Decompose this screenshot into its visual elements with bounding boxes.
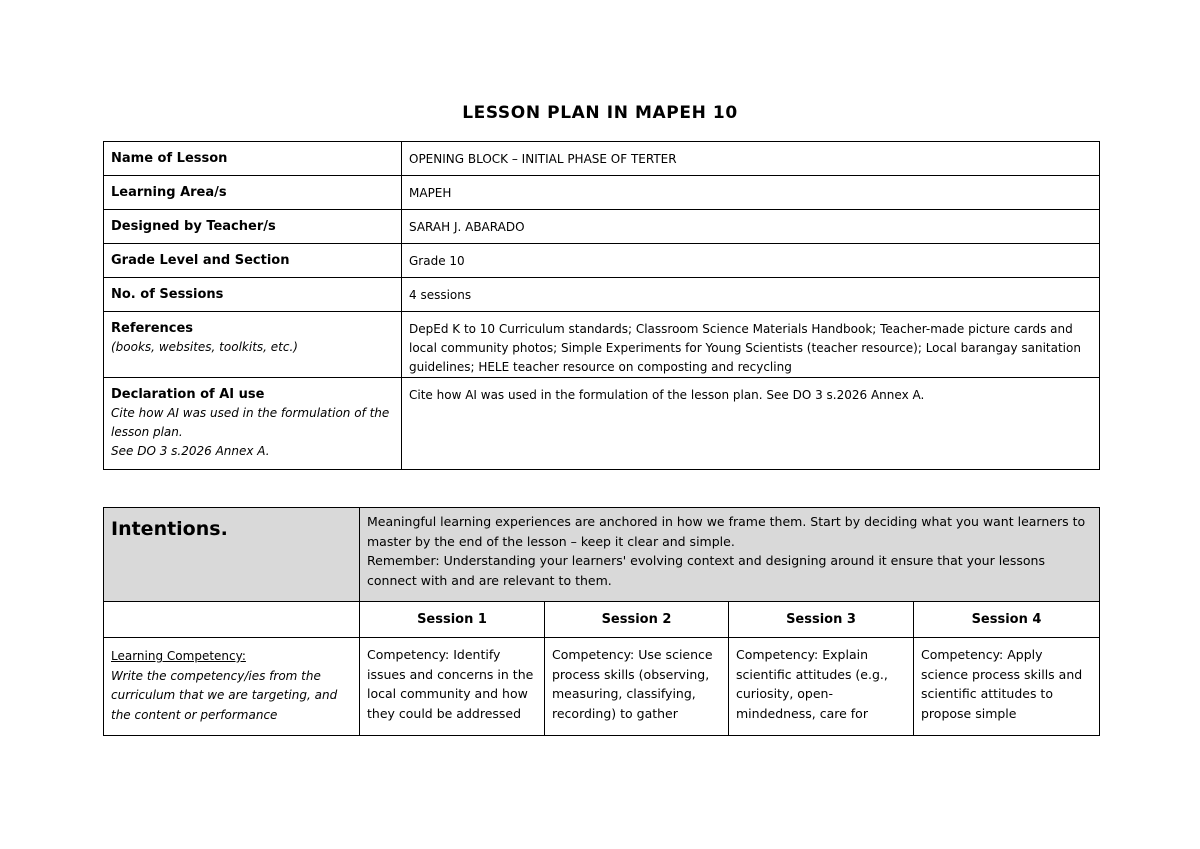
ai-declaration-sublabel: Cite how AI was used in the formulation of the lesson plan.	[111, 406, 390, 439]
references-value: DepEd K to 10 Curriculum standards; Classroom Science Materials Handbook; Teacher-made picture cards and local community photos; Simple Experiments for Young Scientists (teacher resource); Local barangay sanitation guidelines; HELE teacher resource on composting and recycling	[402, 312, 1100, 378]
intentions-description	[360, 508, 1100, 602]
intentions-table	[103, 507, 1100, 736]
ai-declaration-cell	[104, 378, 402, 470]
intentions-description-line1: Meaningful learning experiences are anchored in how we frame them. Start by deciding what you want learners to master by the end of the lesson – keep it clear and simple.	[367, 514, 1086, 549]
table-row	[104, 244, 1100, 278]
ai-declaration-see: See DO 3 s.2026 Annex A.	[111, 444, 270, 458]
session-1-competency: Competency: Identify issues and concerns in the local community and how they could be addressed	[360, 638, 545, 736]
session-4-header: Session 4	[914, 602, 1100, 638]
page-title: LESSON PLAN IN MAPEH 10	[462, 103, 738, 123]
table-row	[104, 378, 1100, 470]
sessions-label: No. of Sessions	[104, 278, 402, 312]
sessions-value: 4 sessions	[402, 278, 1100, 312]
learning-competency-cell	[104, 638, 360, 736]
table-row	[104, 176, 1100, 210]
intentions-heading: Intentions.	[104, 508, 360, 602]
intentions-description-line2: Remember: Understanding your learners' evolving context and designing around it ensure that your lessons connect with and are relevant to them.	[367, 553, 1045, 588]
table-row	[104, 278, 1100, 312]
session-2-header: Session 2	[545, 602, 729, 638]
blank-header-cell	[104, 602, 360, 638]
name-of-lesson-label: Name of Lesson	[104, 142, 402, 176]
session-1-header: Session 1	[360, 602, 545, 638]
table-row	[104, 312, 1100, 378]
learning-competency-description: Write the competency/ies from the curriculum that we are targeting, and the content or performance	[111, 668, 338, 722]
session-3-competency: Competency: Explain scientific attitudes (e.g., curiosity, open-mindedness, care for	[729, 638, 914, 736]
references-sublabel: (books, websites, toolkits, etc.)	[111, 340, 298, 354]
grade-level-label: Grade Level and Section	[104, 244, 402, 278]
learning-competency-label: Learning Competency:	[111, 649, 246, 663]
session-2-competency: Competency: Use science process skills (observing, measuring, classifying, recording) to gather	[545, 638, 729, 736]
learning-area-value: MAPEH	[402, 176, 1100, 210]
session-3-header: Session 3	[729, 602, 914, 638]
designed-by-label: Designed by Teacher/s	[104, 210, 402, 244]
grade-level-value: Grade 10	[402, 244, 1100, 278]
table-row	[104, 142, 1100, 176]
learning-area-label: Learning Area/s	[104, 176, 402, 210]
references-label: References	[111, 321, 194, 336]
table-row	[104, 602, 1100, 638]
ai-declaration-label: Declaration of AI use	[111, 387, 265, 402]
table-row	[104, 508, 1100, 602]
name-of-lesson-value: OPENING BLOCK – INITIAL PHASE OF TERTER	[402, 142, 1100, 176]
ai-declaration-value: Cite how AI was used in the formulation of the lesson plan. See DO 3 s.2026 Annex A.	[402, 378, 1100, 470]
designed-by-value: SARAH J. ABARADO	[402, 210, 1100, 244]
table-row	[104, 210, 1100, 244]
references-cell	[104, 312, 402, 378]
session-4-competency: Competency: Apply science process skills and scientific attitudes to propose simple	[914, 638, 1100, 736]
table-row	[104, 638, 1100, 736]
lesson-info-table	[103, 141, 1100, 470]
